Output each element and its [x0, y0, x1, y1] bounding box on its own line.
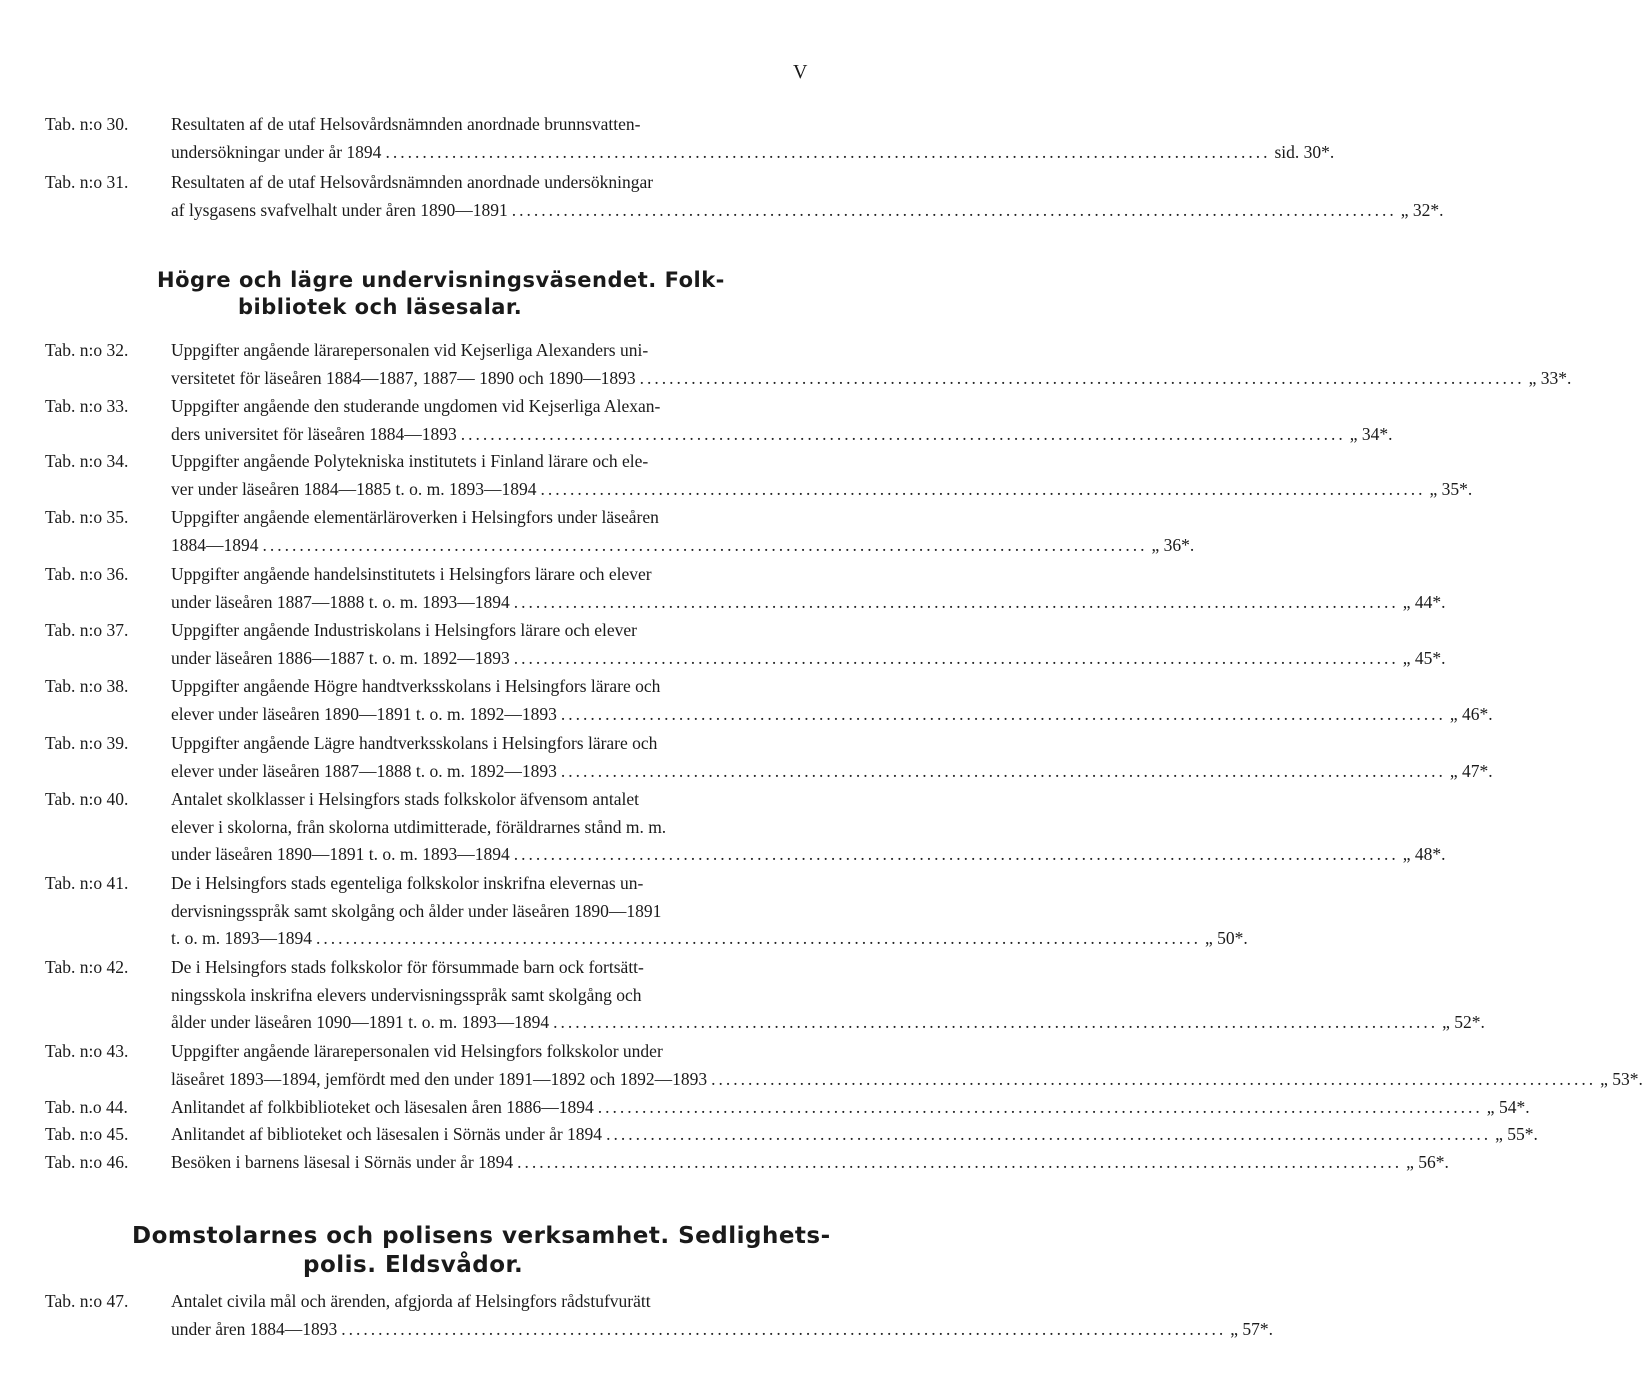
page-reference: „ 35*. [1429, 478, 1473, 499]
table-number: Tab. n:o 32. [45, 340, 129, 360]
entry-last-line [171, 928, 1248, 949]
table-number: Tab. n:o 43. [45, 1041, 129, 1061]
entry-text-line: ver under läseåren 1884—1885 t. o. m. 1893—1894 [171, 478, 537, 499]
heading-line: polis. Eldsvådor. [303, 1252, 524, 1278]
entry-last-line [171, 647, 1446, 669]
table-number: Tab. n:o 47. [45, 1291, 129, 1311]
table-number: Tab. n:o 41. [45, 873, 129, 893]
entry-text-line: De i Helsingfors stads folkskolor för försummade barn ock fortsätt- [171, 957, 644, 977]
dot-leader: ........................................................................................................................ [385, 141, 1271, 162]
entry-text-line: Uppgifter angående Högre handtverksskolans i Helsingfors lärare och [171, 676, 661, 696]
entry-last-line [171, 1012, 1485, 1033]
page-reference: „ 32*. [1400, 199, 1444, 220]
entry-last-line [171, 591, 1446, 613]
entry-text-line: Resultaten af de utaf Helsovårdsnämnden anordnade brunnsvatten- [171, 114, 641, 134]
dot-leader: ........................................................................................................................ [606, 1124, 1492, 1144]
dot-leader: ........................................................................................................................ [639, 367, 1525, 388]
heading-line: Domstolarnes och polisens verksamhet. Sedlighets- [132, 1223, 831, 1249]
table-number: Tab. n:o 34. [45, 451, 129, 471]
page-reference: „ 34*. [1349, 423, 1393, 444]
entry-last-line [171, 703, 1493, 725]
dot-leader: ........................................................................................................................ [560, 760, 1446, 781]
entry-text-line: De i Helsingfors stads egenteliga folkskolor inskrifna elevernas un- [171, 873, 644, 893]
table-number: Tab. n:o 30. [45, 114, 129, 134]
dot-leader: ........................................................................................................................ [711, 1068, 1597, 1089]
entry-text-line: Anlitandet af biblioteket och läsesalen i Sörnäs under år 1894 [171, 1124, 603, 1144]
entry-last-line [171, 1097, 1530, 1118]
entry-text-line: under läseåren 1887—1888 t. o. m. 1893—1894 [171, 591, 510, 612]
entry-text-line: läseåret 1893—1894, jemfördt med den under 1891—1892 och 1892—1893 [171, 1068, 708, 1089]
entry-text-line: Uppgifter angående Industriskolans i Helsingfors lärare och elever [171, 620, 638, 640]
page-reference: „ 46*. [1449, 703, 1493, 724]
entry-last-line [171, 423, 1393, 445]
entry-text-line: Anlitandet af folkbiblioteket och läsesalen åren 1886—1894 [171, 1097, 594, 1117]
entry-last-line [171, 1124, 1538, 1145]
page-reference: „ 36*. [1151, 534, 1195, 555]
entry-text-line: ningsskola inskrifna elevers undervisningsspråk samt skolgång och [171, 984, 642, 1005]
entry-text-line: 1884—1894 [171, 534, 259, 555]
dot-leader: ........................................................................................................................ [560, 703, 1446, 724]
page-reference: „ 45*. [1402, 647, 1446, 668]
dot-leader: ........................................................................................................................ [597, 1097, 1483, 1117]
entry-text-line: elever under läseåren 1890—1891 t. o. m. 1892—1893 [171, 703, 557, 724]
entry-text-line: under läseåren 1886—1887 t. o. m. 1892—1893 [171, 647, 510, 668]
entry-text-line: undersökningar under år 1894 [171, 141, 382, 162]
page-reference: „ 33*. [1528, 367, 1572, 388]
entry-text-line: Antalet civila mål och ärenden, afgjorda af Helsingfors rådstufvurätt [171, 1291, 651, 1311]
entry-text-line: under åren 1884—1893 [171, 1318, 338, 1339]
entry-last-line [171, 1318, 1273, 1340]
entry-text-line: Uppgifter angående elementärläroverken i Helsingfors under läseåren [171, 507, 659, 527]
page-reference: „ 56*. [1406, 1152, 1449, 1172]
page-reference: „ 54*. [1486, 1097, 1530, 1117]
page-reference: „ 50*. [1204, 928, 1248, 948]
table-number: Tab. n:o 40. [45, 789, 129, 809]
entry-text-line: Besöken i barnens läsesal i Sörnäs under år 1894 [171, 1152, 514, 1172]
table-number: Tab. n.o 44. [45, 1097, 128, 1117]
entry-text-line: versitetet för läseåren 1884—1887, 1887— 1890 och 1890—1893 [171, 367, 636, 388]
table-number: Tab. n:o 39. [45, 733, 129, 753]
entry-last-line [171, 199, 1444, 221]
entry-last-line [171, 1152, 1449, 1173]
table-number: Tab. n:o 42. [45, 957, 129, 977]
entry-last-line [171, 1068, 1643, 1090]
heading-line: Högre och lägre undervisningsväsendet. Folk- [157, 268, 725, 292]
entry-last-line [171, 367, 1572, 389]
entry-text-line: Uppgifter angående handelsinstitutets i Helsingfors lärare och elever [171, 564, 652, 584]
entry-text-line: t. o. m. 1893—1894 [171, 928, 312, 948]
page-reference: „ 55*. [1495, 1124, 1538, 1144]
entry-last-line [171, 534, 1195, 556]
dot-leader: ........................................................................................................................ [517, 1152, 1403, 1172]
entry-last-line [171, 141, 1335, 163]
page-reference: „ 47*. [1449, 760, 1493, 781]
table-number: Tab. n:o 36. [45, 564, 129, 584]
entry-text-line: ålder under läseåren 1090—1891 t. o. m. 1893—1894 [171, 1012, 550, 1032]
entry-last-line [171, 478, 1473, 500]
table-number: Tab. n:o 37. [45, 620, 129, 640]
dot-leader: ........................................................................................................................ [511, 199, 1397, 220]
dot-leader: ........................................................................................................................ [341, 1318, 1227, 1339]
dot-leader: ........................................................................................................................ [513, 591, 1399, 612]
table-number: Tab. n:o 46. [45, 1152, 129, 1172]
entry-text-line: dervisningsspråk samt skolgång och ålder under läseåren 1890—1891 [171, 900, 662, 921]
dot-leader: ........................................................................................................................ [315, 928, 1201, 948]
page-reference: „ 48*. [1402, 844, 1446, 864]
entry-text-line: elever i skolorna, från skolorna utdimitterade, föräldrarnes stånd m. m. [171, 816, 667, 837]
entry-text-line: af lysgasens svafvelhalt under åren 1890—1891 [171, 199, 508, 220]
dot-leader: ........................................................................................................................ [540, 478, 1426, 499]
entry-last-line [171, 760, 1493, 782]
dot-leader: ........................................................................................................................ [553, 1012, 1439, 1032]
heading-line: bibliotek och läsesalar. [238, 295, 523, 319]
page-number: V [793, 61, 808, 83]
page-reference: „ 57*. [1230, 1318, 1273, 1339]
dot-leader: ........................................................................................................................ [262, 534, 1148, 555]
entry-text-line: elever under läseåren 1887—1888 t. o. m. 1892—1893 [171, 760, 557, 781]
entry-text-line: Uppgifter angående den studerande ungdomen vid Kejserliga Alexan- [171, 396, 661, 416]
entry-text-line: Antalet skolklasser i Helsingfors stads folkskolor äfvensom antalet [171, 789, 640, 809]
dot-leader: ........................................................................................................................ [513, 844, 1399, 864]
page-reference: „ 53*. [1600, 1068, 1643, 1089]
page-reference: „ 44*. [1402, 591, 1446, 612]
table-number: Tab. n:o 35. [45, 507, 129, 527]
dot-leader: ........................................................................................................................ [513, 647, 1399, 668]
table-number: Tab. n:o 45. [45, 1124, 129, 1144]
entry-text-line: ders universitet för läseåren 1884—1893 [171, 423, 457, 444]
entry-text-line: Uppgifter angående lärarepersonalen vid Kejserliga Alexanders uni- [171, 340, 649, 360]
entry-text-line: Uppgifter angående Polytekniska institutets i Finland lärare och ele- [171, 451, 649, 471]
page-reference: „ 52*. [1442, 1012, 1485, 1032]
table-number: Tab. n:o 38. [45, 676, 129, 696]
entry-text-line: Uppgifter angående Lägre handtverksskolans i Helsingfors lärare och [171, 733, 658, 753]
table-number: Tab. n:o 33. [45, 396, 129, 416]
page-reference: sid. 30*. [1274, 141, 1335, 162]
entry-text-line: Resultaten af de utaf Helsovårdsnämnden anordnade undersökningar [171, 172, 654, 192]
table-number: Tab. n:o 31. [45, 172, 129, 192]
dot-leader: ........................................................................................................................ [460, 423, 1346, 444]
entry-text-line: Uppgifter angående lärarepersonalen vid Helsingfors folkskolor under [171, 1041, 663, 1061]
entry-last-line [171, 844, 1446, 865]
entry-text-line: under läseåren 1890—1891 t. o. m. 1893—1894 [171, 844, 510, 864]
